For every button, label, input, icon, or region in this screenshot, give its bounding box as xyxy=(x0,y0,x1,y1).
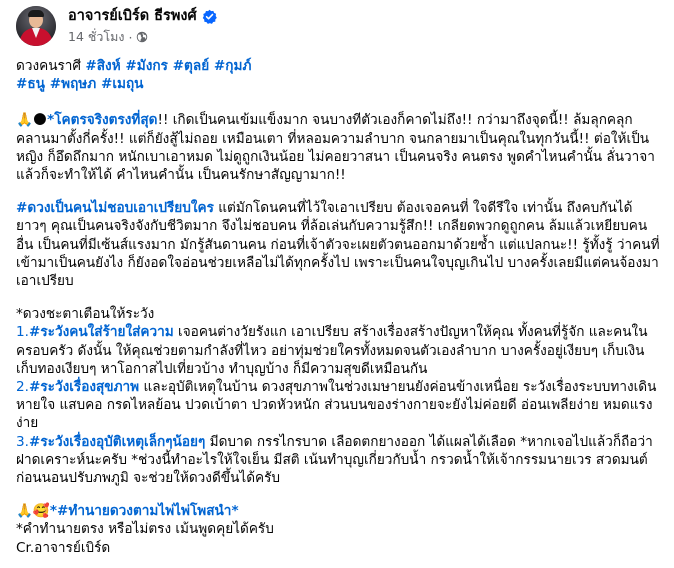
closing-line-1 xyxy=(16,502,662,520)
paragraph-strength xyxy=(16,111,662,184)
hashtag-accident[interactable]: #ระวังเรื่องอุบัติเหตุเล็กๆน้อยๆ xyxy=(28,433,206,450)
warning-item-3-text: มีดบาด กรรไกรบาด เลือดตกยางออก ได้แผลได้เลือด *หากเจอไปแล้วก็ถือว่าฝาดเคราะห์นะครับ *ช่วงนี้ทำอะไรให้ใจเย็น มีสติ เน้นทำบุญเกี่ยวกับน้ำ กรวดน้ำให้เจ้ากรรมนายเวร สวดมนต์ก่อนนอนปรับภพภูมิ จะช่วยให้ดวงดีขึ้นได้ครับ xyxy=(16,433,653,487)
trust-text: แต่มักโดนคนที่ไว้ใจเอาเปรียบ ต้องเจอคนที่ ใจดีรึใจ เท่านั้น ถึงคบกันได้ยาวๆ คุณเป็นคนจริงจังกับชีวิตมาก จึงไม่ชอบคน ที่ล้อเล่นกับความรู้สึก!! เกลียดพวกดูถูกคน ล้มแล้วเหยียบคนอื่น เป็นคนที่มีเซ้นส์แรงมาก มักรู้สันดานคน ก่อนที่เจ้าตัวจะเผยตัวตนออกมาด้วยซ้ำ แต่แปลกนะ!! รู้ทั้งรู้ ว่าคนที่เข้ามาเป็นคนยังไง ก็ยังอดใจอ่อนช่วยเหลือไม่ได้ทุกครั้งไป เพราะเป็นคนใจบุญเกินไป บางครั้งเลยมีแต่คนจ้องมาเอาเปรียบ xyxy=(16,200,660,290)
verified-badge-icon xyxy=(202,9,217,24)
hashtag-not-exploit[interactable]: #ดวงเป็นคนไม่ชอบเอาเปรียบใคร xyxy=(16,200,214,217)
pray-moon-emoji: 🙏🌑 xyxy=(16,112,48,129)
zodiac-hashtags[interactable]: #สิงห์ #มังกร #ตุลย์ #กุมภ์ xyxy=(85,58,252,74)
globe-icon[interactable] xyxy=(136,31,148,43)
strength-text: !! เกิดเป็นคนเข้มแข็งมาก จนบางทีตัวเองก็คาดไม่ถึง!! กว่ามาถึงจุดนี้!! ล้มลุกคลุกคลานมาตั้งกี่ครั้ง!! แต่ก็ยังสู้ไม่ถอย เหมือนเตา ที่หลอมความลำบาก จนกลายมาเป็นคุณในทุกวันนี้!! ต่อให้เป็นหญิง ก็อึดถึกมาก หนักเบาเอาหมด ไม่ดูถูกเงินน้อย ไม่คอยวาสนา เป็นคนจริง คนตรง พูดคำไหนคำนั้น ลั่นวาจาแล้วก็จะทำให้ได้ คำไหนคำนั้น เป็นคนรักษาสัญญามาก!! xyxy=(16,112,655,184)
hashtag-health[interactable]: #ระวังเรื่องสุขภาพ xyxy=(28,379,140,396)
warning-item-1 xyxy=(16,323,662,378)
author-name[interactable]: อาจารย์เบิร์ด ธีรพงศ์ xyxy=(68,8,197,24)
post-timestamp[interactable]: 14 ชั่วโมง xyxy=(68,29,125,44)
hashtag-card-reading[interactable]: *#ทำนายดวงตามไพ่ไพ่โพสนำ* xyxy=(49,503,239,520)
warning-item-2-number: 2. xyxy=(16,379,29,396)
zodiac-hashtags-2[interactable]: #ธนู #พฤษภ #เมถุน xyxy=(16,76,144,93)
closing-line-2: *คำทำนายตรง หรือไม่ตรง เม้นพูดคุยได้ครับ xyxy=(16,521,274,538)
warning-item-2-text: และอุบัติเหตุในบ้าน ดวงสุขภาพในช่วงเมษายนยังค่อนข้างเหนื่อย ระวังเรื่องระบบทางเดินหายใจ แสบคอ กรดไหลย้อน ปวดเบ้าตา ปวดหัวหนัก ส่วนบนของร่างกายจะยังไม่ค่อยดี อ่อนเพลียง่าย หมดแรงง่าย xyxy=(16,379,657,432)
paragraph-trust xyxy=(16,199,662,290)
paragraph-intro xyxy=(16,57,662,93)
post-header xyxy=(16,6,217,46)
author-avatar[interactable] xyxy=(16,6,56,46)
warning-heading: *ดวงชะตาเตือนให้ระวัง xyxy=(16,306,155,323)
post-body xyxy=(16,57,662,557)
warning-item-3-number: 3. xyxy=(16,433,29,450)
warning-item-3 xyxy=(16,433,662,488)
warning-item-1-number: 1. xyxy=(16,324,29,341)
intro-text: ดวงคนราศี xyxy=(16,58,86,74)
warning-item-2 xyxy=(16,378,662,433)
hashtag-slander[interactable]: #ระวังคนใส่ร้ายใส่ความ xyxy=(28,324,174,341)
pray-smile-emoji: 🙏🥰 xyxy=(16,503,50,520)
credit-line: Cr.อาจารย์เบิร์ด xyxy=(16,539,111,556)
warning-item-1-text: เจอคนต่างวัยรังแก เอาเปรียบ สร้างเรื่องสร้างปัญหาให้คุณ ทั้งคนที่รู้จัก และคนในครอบครัว ดังนั้น ให้คุณช่วยตามกำลังที่ไหว อย่าทุ่มช่วยใครทั้งหมดจนตัวเองลำบาก บางครั้งอยู่เงียบๆ เก็บเงินเก็บทองเงียบๆ หาโอกาสไปเที่ยวบ้าง ทำบุญบ้าง ก็มีความสุขดีเหมือนกัน xyxy=(16,324,648,377)
hashtag-true[interactable]: *โคตรจริงตรงที่สุด xyxy=(47,112,158,129)
separator-dot: · xyxy=(128,29,133,45)
post-meta xyxy=(68,6,217,46)
